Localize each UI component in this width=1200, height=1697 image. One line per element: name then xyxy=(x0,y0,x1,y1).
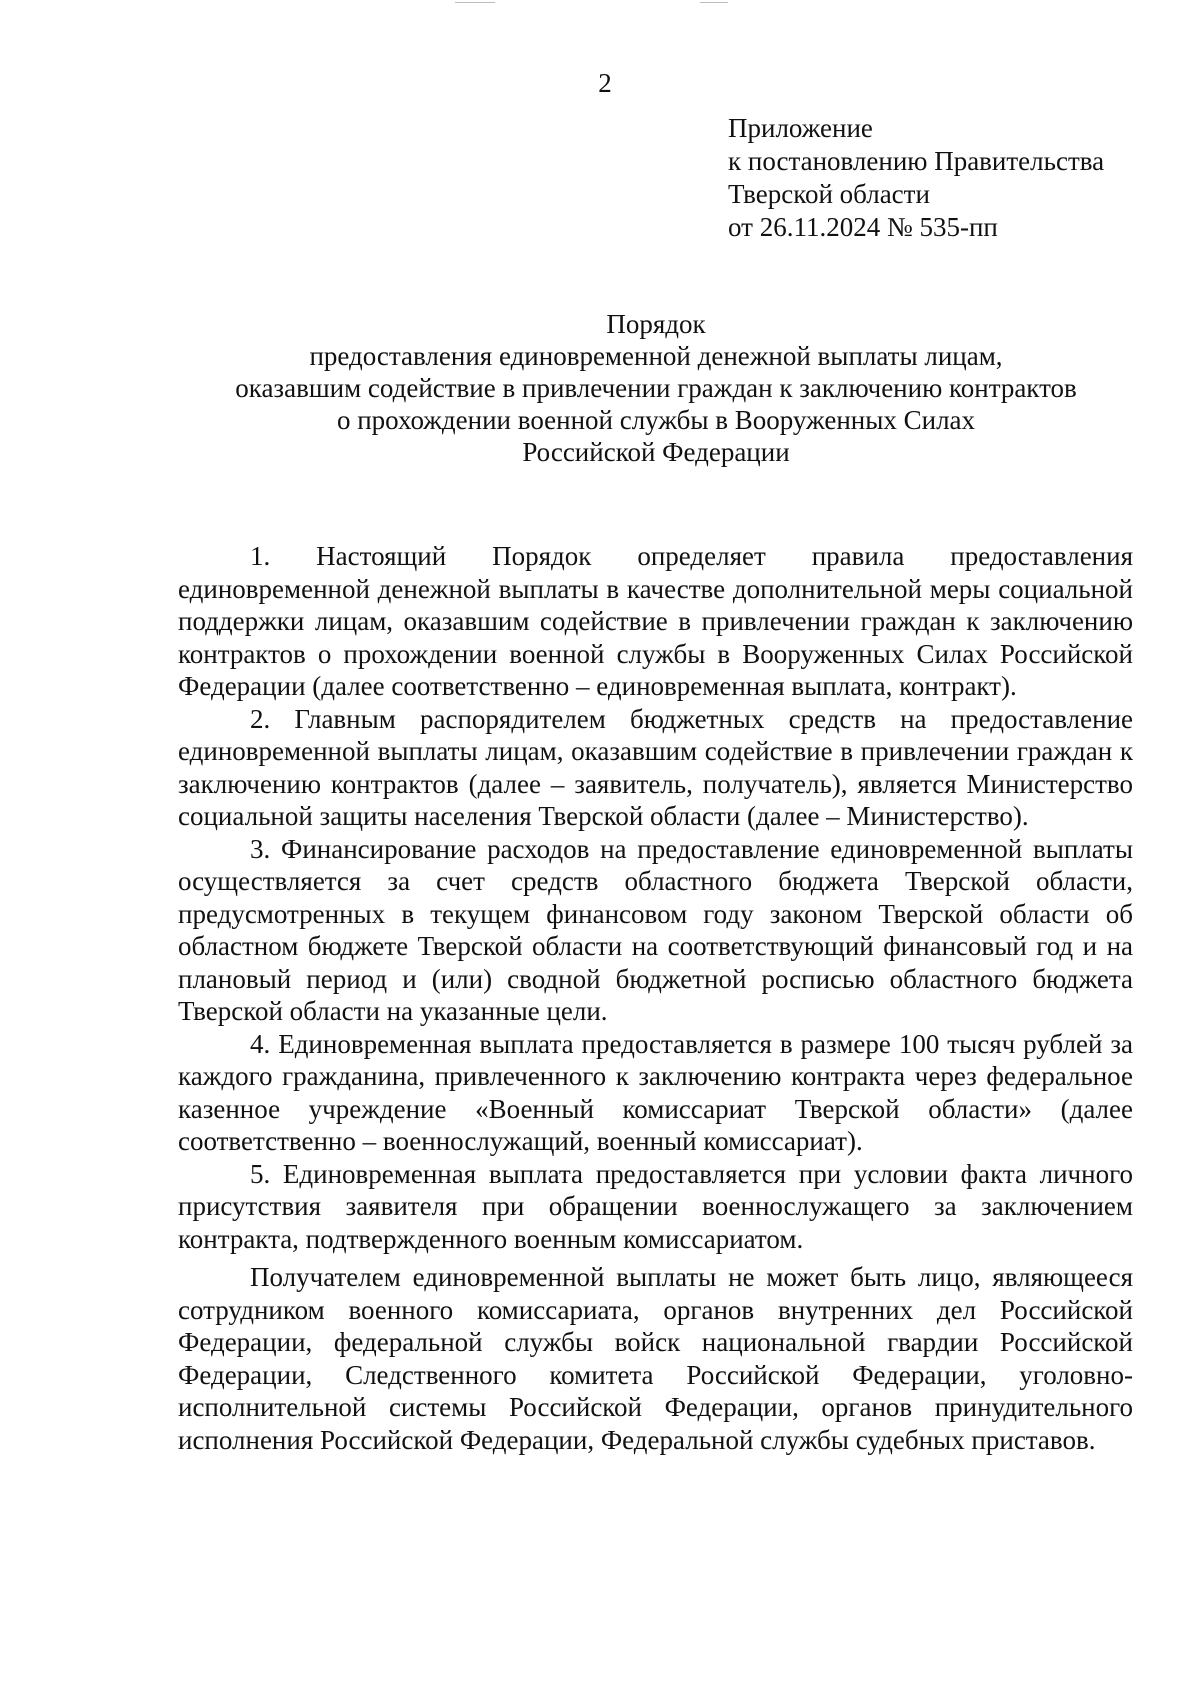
appendix-line: Тверской области xyxy=(728,179,930,209)
paragraph-3: 3. Финансирование расходов на предоставление единовременной выплаты осуществляется за счет средств областного бюджета Тверской области, предусмотренных в текущем финансовом году законом Тверской области об областном бюджете Тверской области на соответствующий финансовый год и на плановый период и (или) сводной бюджетной росписью областного бюджета Тверской области на указанные цели. xyxy=(178,833,1133,1026)
title-line: Российской Федерации xyxy=(522,437,790,467)
document-title xyxy=(180,308,1132,468)
page-number: 2 xyxy=(598,68,612,98)
appendix-header xyxy=(728,112,1104,244)
paragraph-4: 4. Единовременная выплата предоставляется в размере 100 тысяч рублей за каждого гражданина, привлеченного к заключению контракта через федеральное казенное учреждение «Военный комиссариат Тверской области» (далее соответственно – военнослужащий, военный комиссариат). xyxy=(178,1028,1133,1156)
paragraph-1: 1. Настоящий Порядок определяет правила предоставления единовременной денежной выплаты в качестве дополнительной меры социальной поддержки лицам, оказавшим содействие в привлечении граждан к заключению контрактов о прохождении военной службы в Вооруженных Силах Российской Федерации (далее соответственно – единовременная выплата, контракт). xyxy=(178,541,1133,701)
paragraph-2: 2. Главным распорядителем бюджетных средств на предоставление единовременной выплаты лицам, оказавшим содействие в привлечении граждан к заключению контрактов (далее – заявитель, получатель), является Министерство социальной защиты населения Тверской области (далее – Министерство). xyxy=(178,703,1133,831)
scan-artifact xyxy=(455,2,495,3)
paragraph-6: Получателем единовременной выплаты не может быть лицо, являющееся сотрудником военного комиссариата, органов внутренних дел Российской Федерации, федеральной службы войск национальной гвардии Российской Федерации, Следственного комитета Российской Федерации, уголовно-исполнительной системы Российской Федерации, органов принудительного исполнения Российской Федерации, Федеральной службы судебных приставов. xyxy=(178,1262,1133,1455)
title-line: предоставления единовременной денежной выплаты лицам, xyxy=(309,341,1003,371)
paragraph-5: 5. Единовременная выплата предоставляется при условии факта личного присутствия заявителя при обращении военнослужащего за заключением контракта, подтвержденного военным комиссариатом. xyxy=(178,1158,1133,1254)
appendix-line: Приложение xyxy=(728,113,873,143)
title-line: о прохождении военной службы в Вооруженных Силах xyxy=(336,405,976,435)
title-line: оказавшим содействие в привлечении граждан к заключению контрактов xyxy=(235,373,1077,403)
document-body xyxy=(178,540,1133,1456)
title-line: Порядок xyxy=(606,309,706,339)
scan-artifact xyxy=(700,2,728,3)
appendix-line: к постановлению Правительства xyxy=(728,146,1105,176)
appendix-line: от 26.11.2024 № 535-пп xyxy=(728,212,998,242)
